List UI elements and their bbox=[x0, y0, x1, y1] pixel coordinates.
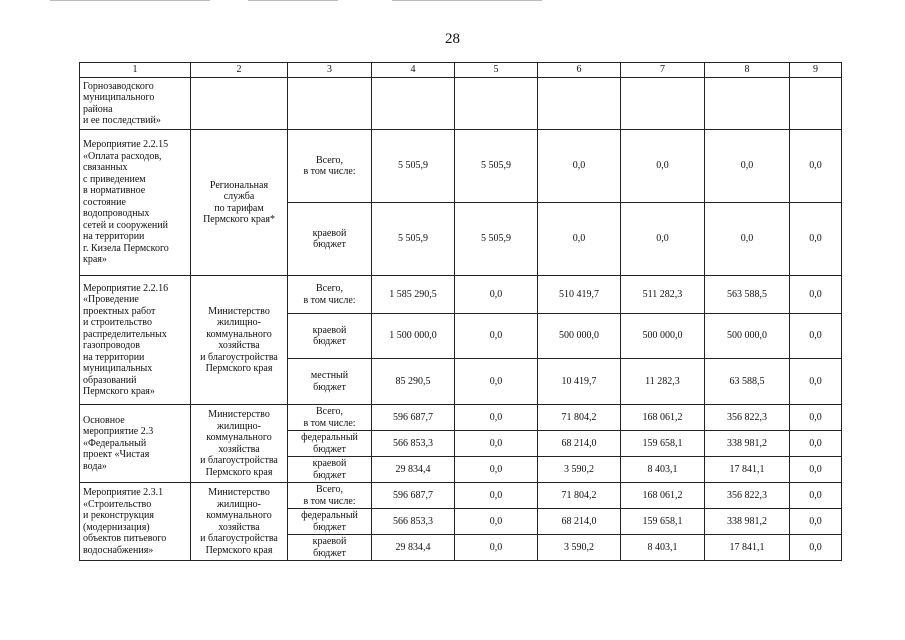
table-row bbox=[80, 78, 842, 130]
measure-cell: Мероприятие 2.3.1 «Строительство и реконструкция (модернизация) объектов питьевого водоснабжения» bbox=[80, 483, 191, 561]
amount-cell: 500 000,0 bbox=[538, 314, 621, 359]
funding-source-cell: Всего, в том числе: bbox=[288, 276, 372, 314]
measure-cell: Горнозаводского муниципального района и ее последствий» bbox=[80, 78, 191, 130]
amount-cell: 68 214,0 bbox=[538, 431, 621, 457]
table-row bbox=[80, 483, 842, 509]
amount-cell bbox=[455, 78, 538, 130]
funding-source-cell: краевой бюджет bbox=[288, 457, 372, 483]
amount-cell: 0,0 bbox=[455, 431, 538, 457]
amount-cell: 3 590,2 bbox=[538, 535, 621, 561]
amount-cell: 159 658,1 bbox=[621, 431, 705, 457]
amount-cell: 8 403,1 bbox=[621, 535, 705, 561]
amount-cell: 29 834,4 bbox=[372, 457, 455, 483]
executor-cell: Министерство жилищно- коммунального хозяйства и благоустройства Пермского края bbox=[191, 483, 288, 561]
amount-cell bbox=[705, 78, 790, 130]
amount-cell: 85 290,5 bbox=[372, 359, 455, 405]
column-header: 6 bbox=[538, 63, 621, 78]
funding-source-cell: Всего, в том числе: bbox=[288, 405, 372, 431]
executor-cell: Министерство жилищно- коммунального хозяйства и благоустройства Пермского края bbox=[191, 276, 288, 405]
amount-cell: 17 841,1 bbox=[705, 457, 790, 483]
amount-cell: 68 214,0 bbox=[538, 509, 621, 535]
column-header: 8 bbox=[705, 63, 790, 78]
column-header: 1 bbox=[80, 63, 191, 78]
amount-cell: 596 687,7 bbox=[372, 483, 455, 509]
amount-cell: 510 419,7 bbox=[538, 276, 621, 314]
amount-cell: 71 804,2 bbox=[538, 405, 621, 431]
top-rule bbox=[248, 0, 338, 1]
top-rule bbox=[50, 0, 210, 1]
amount-cell: 0,0 bbox=[790, 405, 842, 431]
amount-cell: 0,0 bbox=[790, 203, 842, 276]
funding-source-cell: Всего, в том числе: bbox=[288, 483, 372, 509]
measure-cell: Мероприятие 2.2.16 «Проведение проектных работ и строительство распределительных газопроводов на территории муниципальных образований Пермского края» bbox=[80, 276, 191, 405]
amount-cell: 0,0 bbox=[455, 359, 538, 405]
amount-cell: 0,0 bbox=[790, 457, 842, 483]
amount-cell: 511 282,3 bbox=[621, 276, 705, 314]
budget-table bbox=[79, 62, 842, 561]
funding-source-cell: краевой бюджет bbox=[288, 535, 372, 561]
amount-cell: 0,0 bbox=[790, 276, 842, 314]
column-header: 2 bbox=[191, 63, 288, 78]
column-header: 7 bbox=[621, 63, 705, 78]
amount-cell: 159 658,1 bbox=[621, 509, 705, 535]
amount-cell: 596 687,7 bbox=[372, 405, 455, 431]
amount-cell: 0,0 bbox=[790, 359, 842, 405]
measure-cell: Мероприятие 2.2.15 «Оплата расходов, связанных с приведением в нормативное состояние водопроводных сетей и сооружений на территории г. Кизела Пермского края» bbox=[80, 130, 191, 276]
amount-cell: 8 403,1 bbox=[621, 457, 705, 483]
amount-cell: 500 000,0 bbox=[621, 314, 705, 359]
amount-cell: 0,0 bbox=[455, 276, 538, 314]
amount-cell: 356 822,3 bbox=[705, 405, 790, 431]
column-header: 9 bbox=[790, 63, 842, 78]
amount-cell bbox=[790, 78, 842, 130]
column-header: 3 bbox=[288, 63, 372, 78]
column-header: 5 bbox=[455, 63, 538, 78]
column-header: 4 bbox=[372, 63, 455, 78]
funding-source-cell: краевой бюджет bbox=[288, 203, 372, 276]
header-row bbox=[80, 63, 842, 78]
funding-source-cell: Всего, в том числе: bbox=[288, 130, 372, 203]
table-row bbox=[80, 130, 842, 203]
amount-cell: 5 505,9 bbox=[372, 203, 455, 276]
amount-cell: 0,0 bbox=[705, 130, 790, 203]
amount-cell: 566 853,3 bbox=[372, 431, 455, 457]
funding-source-cell: федеральный бюджет bbox=[288, 509, 372, 535]
amount-cell: 168 061,2 bbox=[621, 483, 705, 509]
amount-cell: 0,0 bbox=[455, 405, 538, 431]
amount-cell: 1 500 000,0 bbox=[372, 314, 455, 359]
amount-cell: 5 505,9 bbox=[372, 130, 455, 203]
amount-cell bbox=[538, 78, 621, 130]
executor-cell: Министерство жилищно- коммунального хозяйства и благоустройства Пермского края bbox=[191, 405, 288, 483]
executor-cell: Региональная служба по тарифам Пермского края* bbox=[191, 130, 288, 276]
amount-cell: 5 505,9 bbox=[455, 130, 538, 203]
amount-cell: 3 590,2 bbox=[538, 457, 621, 483]
amount-cell: 5 505,9 bbox=[455, 203, 538, 276]
amount-cell: 0,0 bbox=[790, 535, 842, 561]
amount-cell: 0,0 bbox=[538, 130, 621, 203]
amount-cell: 0,0 bbox=[621, 130, 705, 203]
funding-source-cell: федеральный бюджет bbox=[288, 431, 372, 457]
amount-cell: 0,0 bbox=[790, 509, 842, 535]
amount-cell: 0,0 bbox=[455, 314, 538, 359]
funding-source-cell bbox=[288, 78, 372, 130]
table-row bbox=[80, 405, 842, 431]
amount-cell: 0,0 bbox=[455, 483, 538, 509]
amount-cell: 17 841,1 bbox=[705, 535, 790, 561]
page-number: 28 bbox=[445, 31, 460, 47]
amount-cell: 1 585 290,5 bbox=[372, 276, 455, 314]
table-body bbox=[80, 78, 842, 561]
amount-cell bbox=[372, 78, 455, 130]
amount-cell: 29 834,4 bbox=[372, 535, 455, 561]
amount-cell: 0,0 bbox=[455, 509, 538, 535]
amount-cell: 0,0 bbox=[790, 130, 842, 203]
amount-cell: 168 061,2 bbox=[621, 405, 705, 431]
amount-cell: 338 981,2 bbox=[705, 431, 790, 457]
measure-cell: Основное мероприятие 2.3 «Федеральный проект «Чистая вода» bbox=[80, 405, 191, 483]
funding-source-cell: краевой бюджет bbox=[288, 314, 372, 359]
amount-cell: 338 981,2 bbox=[705, 509, 790, 535]
amount-cell: 0,0 bbox=[790, 314, 842, 359]
amount-cell: 0,0 bbox=[538, 203, 621, 276]
amount-cell: 0,0 bbox=[621, 203, 705, 276]
amount-cell: 0,0 bbox=[705, 203, 790, 276]
amount-cell: 0,0 bbox=[790, 483, 842, 509]
amount-cell: 356 822,3 bbox=[705, 483, 790, 509]
amount-cell: 63 588,5 bbox=[705, 359, 790, 405]
amount-cell: 566 853,3 bbox=[372, 509, 455, 535]
amount-cell: 0,0 bbox=[790, 431, 842, 457]
executor-cell bbox=[191, 78, 288, 130]
funding-source-cell: местный бюджет bbox=[288, 359, 372, 405]
amount-cell bbox=[621, 78, 705, 130]
amount-cell: 71 804,2 bbox=[538, 483, 621, 509]
table-row bbox=[80, 276, 842, 314]
amount-cell: 563 588,5 bbox=[705, 276, 790, 314]
amount-cell: 11 282,3 bbox=[621, 359, 705, 405]
amount-cell: 10 419,7 bbox=[538, 359, 621, 405]
amount-cell: 0,0 bbox=[455, 535, 538, 561]
top-rule bbox=[392, 0, 542, 1]
amount-cell: 0,0 bbox=[455, 457, 538, 483]
amount-cell: 500 000,0 bbox=[705, 314, 790, 359]
